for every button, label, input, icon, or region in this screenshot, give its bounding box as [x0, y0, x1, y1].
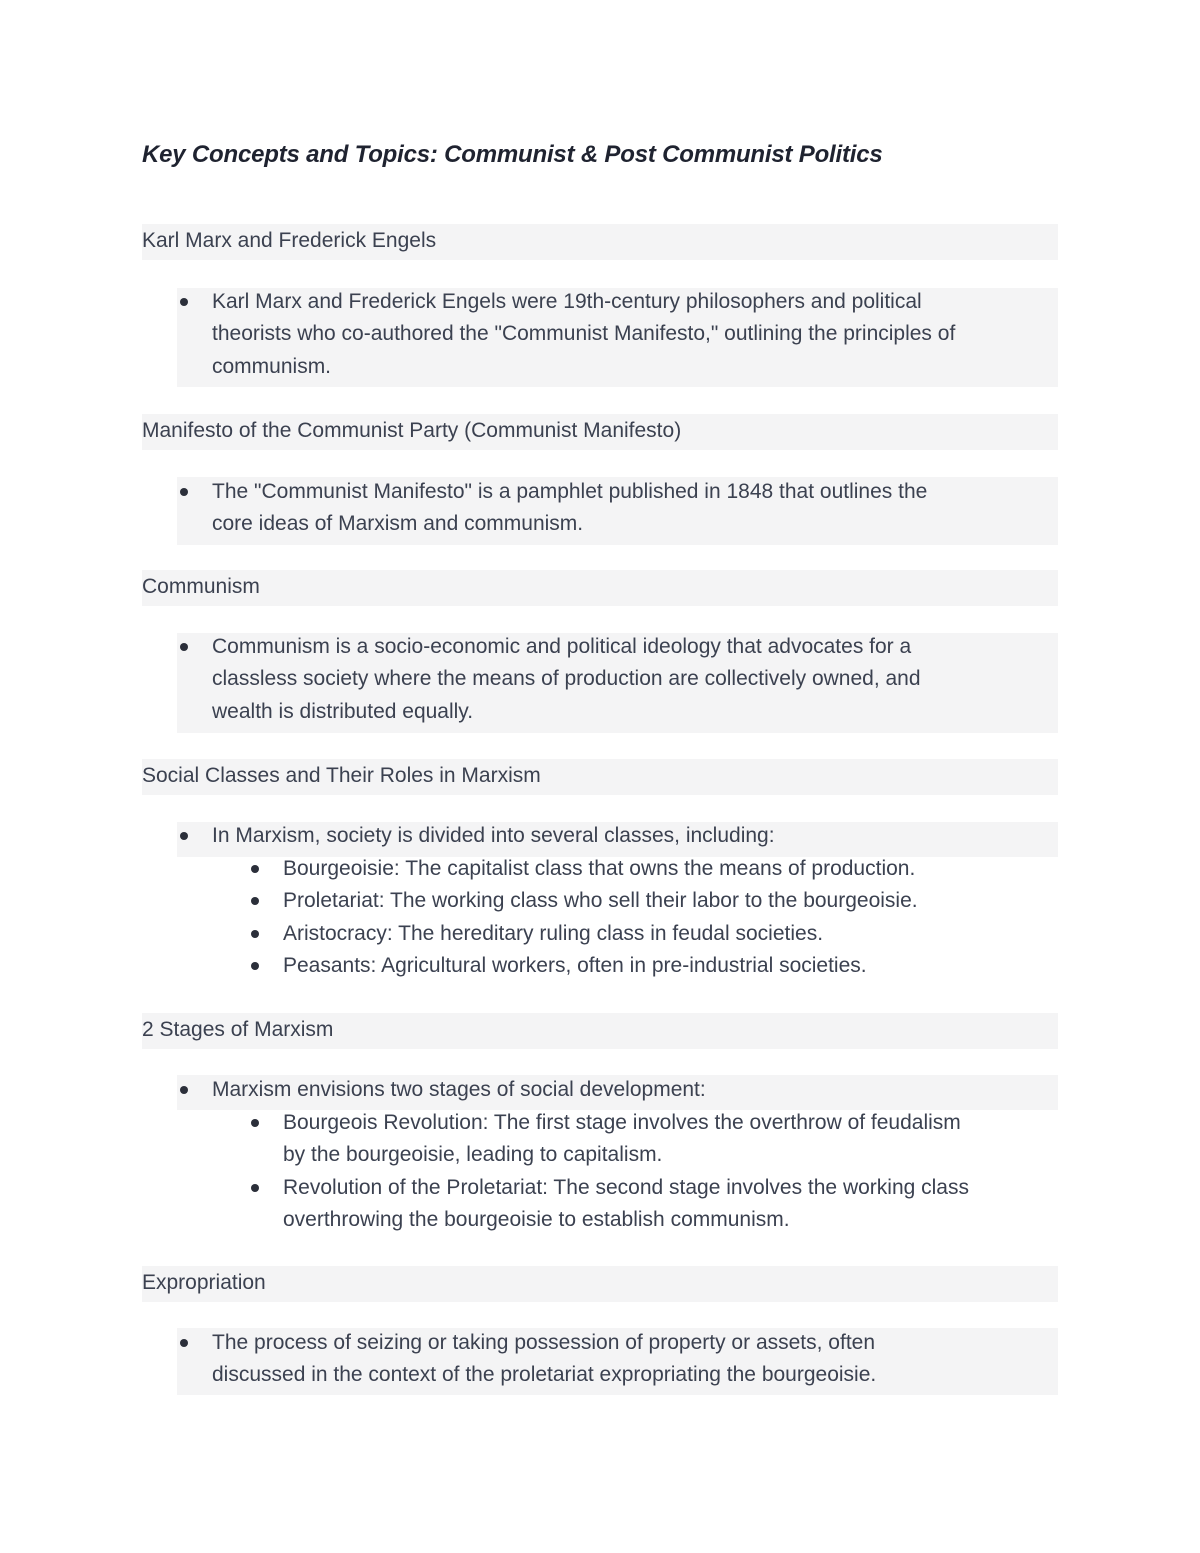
- bullet-text: core ideas of Marxism and communism.: [212, 512, 584, 535]
- sub-bullet-text: Bourgeoisie: The capitalist class that owns the means of production.: [283, 857, 916, 880]
- bullet-text: Karl Marx and Frederick Engels were 19th-century philosophers and political: [212, 290, 922, 313]
- section-heading: 2 Stages of Marxism: [142, 1013, 1058, 1049]
- bullet-text: theorists who co-authored the "Communist Manifesto," outlining the principles of: [212, 322, 956, 345]
- section-heading: Communism: [142, 570, 1058, 606]
- sub-bullet-text: overthrowing the bourgeoisie to establish communism.: [283, 1208, 790, 1231]
- bullet-text: communism.: [212, 355, 332, 378]
- sub-bullet-icon: [251, 865, 259, 873]
- bullet-text: wealth is distributed equally.: [212, 700, 474, 723]
- bullet-text: The process of seizing or taking possession of property or assets, often: [212, 1331, 876, 1354]
- sub-bullet-icon: [251, 930, 259, 938]
- sub-bullet-icon: [251, 897, 259, 905]
- sub-bullet-text: Aristocracy: The hereditary ruling class in feudal societies.: [283, 922, 824, 945]
- bullet-text: classless society where the means of production are collectively owned, and: [212, 667, 921, 690]
- section-heading: Karl Marx and Frederick Engels: [142, 224, 1058, 260]
- bullet-icon: [180, 832, 188, 840]
- sub-bullet-text: Bourgeois Revolution: The first stage involves the overthrow of feudalism: [283, 1111, 961, 1134]
- sub-bullet-text: by the bourgeoisie, leading to capitalism.: [283, 1143, 663, 1166]
- bullet-icon: [180, 1086, 188, 1094]
- bullet-icon: [180, 488, 188, 496]
- sub-bullet-text: Revolution of the Proletariat: The second stage involves the working class: [283, 1176, 969, 1199]
- bullet-icon: [180, 643, 188, 651]
- sub-bullet-icon: [251, 1119, 259, 1127]
- sub-bullet-text: Peasants: Agricultural workers, often in pre-industrial societies.: [283, 954, 867, 977]
- document-title: Key Concepts and Topics: Communist & Post Communist Politics: [142, 141, 883, 168]
- bullet-text: In Marxism, society is divided into several classes, including:: [212, 824, 775, 847]
- section-heading: Social Classes and Their Roles in Marxism: [142, 759, 1058, 795]
- bullet-text: The "Communist Manifesto" is a pamphlet published in 1848 that outlines the: [212, 480, 928, 503]
- sub-bullet-icon: [251, 962, 259, 970]
- bullet-text: discussed in the context of the proletariat expropriating the bourgeoisie.: [212, 1363, 877, 1386]
- bullet-icon: [180, 298, 188, 306]
- sub-bullet-icon: [251, 1184, 259, 1192]
- bullet-text: Marxism envisions two stages of social development:: [212, 1078, 706, 1101]
- bullet-icon: [180, 1339, 188, 1347]
- section-heading: Manifesto of the Communist Party (Communist Manifesto): [142, 414, 1058, 450]
- section-heading: Expropriation: [142, 1266, 1058, 1302]
- sub-bullet-text: Proletariat: The working class who sell their labor to the bourgeoisie.: [283, 889, 918, 912]
- bullet-text: Communism is a socio-economic and political ideology that advocates for a: [212, 635, 912, 658]
